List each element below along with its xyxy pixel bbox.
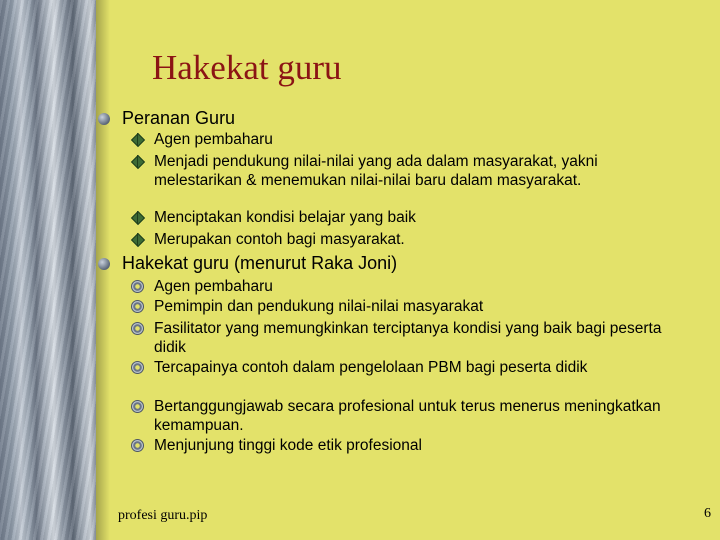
list-item: Agen pembaharu	[154, 131, 273, 148]
ring-bullet-icon	[131, 439, 144, 452]
list-item: Bertanggungjawab secara profesional untuk terus menerus meningkatkan kemampuan.	[154, 398, 661, 434]
bullet-icon	[98, 113, 110, 125]
list-item: Menciptakan kondisi belajar yang baik	[154, 209, 416, 226]
diamond-bullet-icon	[131, 211, 144, 224]
diamond-bullet-icon	[131, 155, 144, 168]
list-item: Merupakan contoh bagi masyarakat.	[154, 231, 405, 248]
diamond-bullet-icon	[131, 233, 144, 246]
ring-bullet-icon	[131, 280, 144, 293]
list-item: Agen pembaharu	[154, 278, 273, 295]
bullet-icon	[98, 258, 110, 270]
ring-bullet-icon	[131, 361, 144, 374]
list-item: Pemimpin dan pendukung nilai-nilai masyarakat	[154, 298, 484, 315]
decorative-side-bar	[0, 0, 96, 540]
ring-bullet-icon	[131, 400, 144, 413]
section-heading-hakekat-guru: Hakekat guru (menurut Raka Joni)	[122, 253, 398, 273]
ring-bullet-icon	[131, 300, 144, 313]
list-item: Fasilitator yang memungkinkan terciptanya kondisi yang baik bagi peserta didik	[154, 320, 662, 356]
footer-source: profesi guru.pip	[118, 508, 208, 523]
ring-bullet-icon	[131, 322, 144, 335]
side-bar-shadow	[96, 0, 110, 540]
slide-title: Hakekat guru	[152, 48, 342, 87]
section-heading-peranan-guru: Peranan Guru	[122, 108, 236, 128]
list-item: Menjadi pendukung nilai-nilai yang ada dalam masyarakat, yakni melestarikan & menemukan nilai-nilai baru dalam masyarakat.	[154, 153, 598, 189]
page-number: 6	[704, 506, 711, 521]
diamond-bullet-icon	[131, 133, 144, 146]
list-item: Menjunjung tinggi kode etik profesional	[154, 437, 422, 454]
list-item: Tercapainya contoh dalam pengelolaan PBM bagi peserta didik	[154, 359, 588, 376]
